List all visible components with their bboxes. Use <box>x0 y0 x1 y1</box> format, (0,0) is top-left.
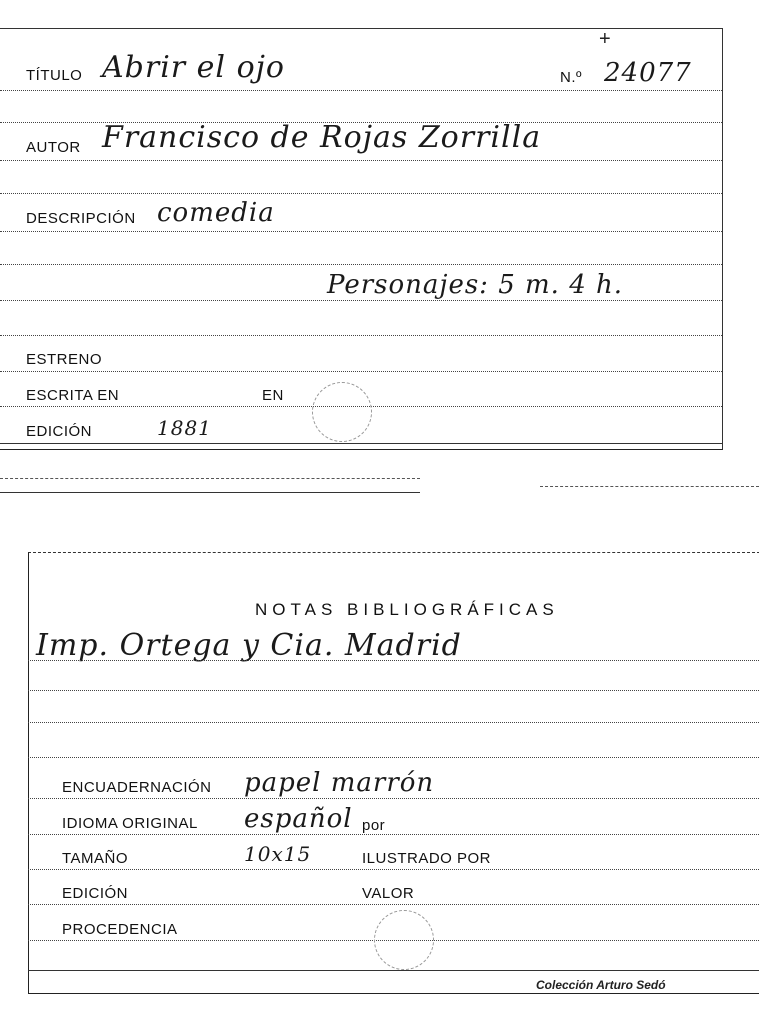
titulo-label: TÍTULO <box>26 67 83 84</box>
rule <box>28 660 759 661</box>
rule <box>28 869 759 870</box>
idioma-value: español <box>244 804 353 834</box>
edicion-label: EDICIÓN <box>26 423 93 440</box>
rule <box>28 690 759 691</box>
rule <box>28 757 759 758</box>
numero-label: N.º <box>560 69 582 86</box>
rule <box>28 834 759 835</box>
rule <box>0 193 722 194</box>
rule <box>0 231 722 232</box>
tamano-value: 10x15 <box>244 842 312 866</box>
encuadernacion-value: papel marrón <box>244 768 435 798</box>
rule <box>0 90 722 91</box>
descripcion-value: comedia <box>157 198 275 228</box>
procedencia-label: PROCEDENCIA <box>62 921 178 938</box>
ilustrado-label: ILUSTRADO POR <box>362 850 492 867</box>
rule <box>0 443 722 444</box>
rule <box>28 904 759 905</box>
rule <box>0 160 722 161</box>
rule <box>28 970 759 971</box>
personajes-value: Personajes: 5 m. 4 h. <box>327 270 624 300</box>
estreno-label: ESTRENO <box>26 351 103 368</box>
rule <box>0 300 722 301</box>
cut-line <box>0 492 420 493</box>
tear-line <box>0 478 420 479</box>
punch-hole <box>312 382 372 442</box>
edicion-value: 1881 <box>157 416 212 440</box>
plus-mark: + <box>599 28 611 50</box>
rule <box>0 264 722 265</box>
escrita-en-label: ESCRITA EN <box>26 387 120 404</box>
rule <box>0 335 722 336</box>
rule <box>28 722 759 723</box>
tamano-label: TAMAÑO <box>62 850 129 867</box>
edicion-label-bottom: EDICIÓN <box>62 885 129 902</box>
autor-value: Francisco de Rojas Zorrilla <box>102 120 542 155</box>
encuadernacion-label: ENCUADERNACIÓN <box>62 779 212 796</box>
valor-label: VALOR <box>362 885 415 902</box>
punch-hole <box>374 910 434 970</box>
numero-value: 24077 <box>604 58 692 88</box>
tear-line <box>540 486 759 487</box>
notas-value: Imp. Ortega y Cia. Madrid <box>36 628 462 663</box>
autor-label: AUTOR <box>26 139 81 156</box>
collection-credit: Colección Arturo Sedó <box>536 978 666 992</box>
titulo-value: Abrir el ojo <box>102 50 285 85</box>
rule <box>28 798 759 799</box>
rule <box>0 371 722 372</box>
descripcion-label: DESCRIPCIÓN <box>26 210 136 227</box>
notas-heading: NOTAS BIBLIOGRÁFICAS <box>255 600 559 619</box>
idioma-label: IDIOMA ORIGINAL <box>62 815 198 832</box>
por-label: por <box>362 817 386 834</box>
en-label: EN <box>262 387 284 404</box>
